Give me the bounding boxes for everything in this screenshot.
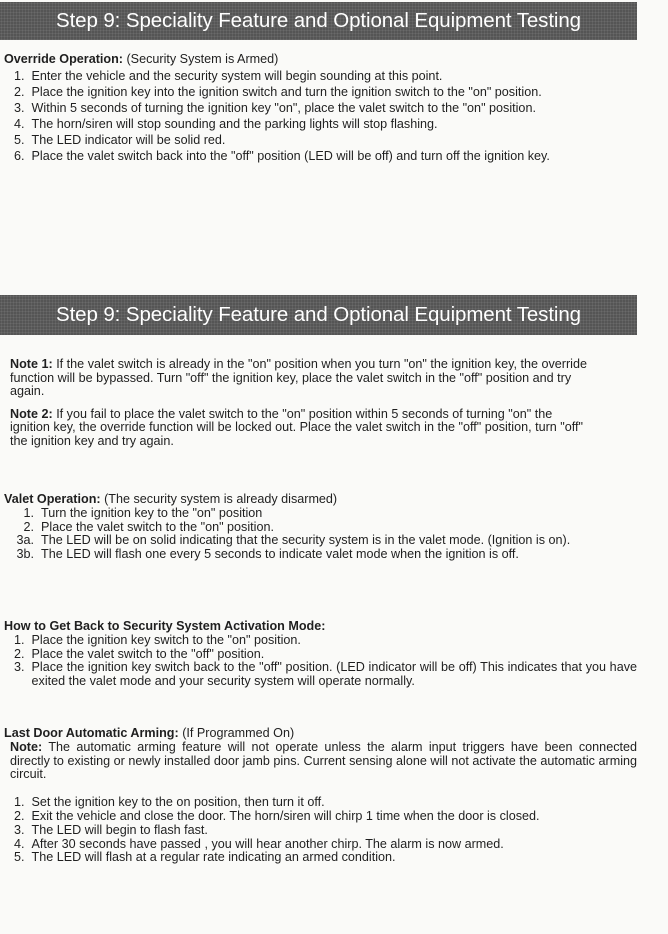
list-item: 6. Place the valet switch back into the "off" position (LED will be off) and turn off the ignition key. (14, 148, 550, 163)
last-door-subheading: (If Programmed On) (182, 726, 295, 740)
list-item: 3. Place the ignition key switch back to the "off" position. (LED indicator will be off) This indicates that you have exited the valet mode and your security system will operate normally. (14, 660, 637, 689)
override-subheading: (Security System is Armed) (126, 52, 279, 66)
valet-operation-section (4, 493, 637, 562)
activation-mode-section (4, 620, 637, 689)
list-item: 4. After 30 seconds have passed , you will hear another chirp. The alarm is now armed. (14, 836, 504, 851)
valet-subheading: (The security system is already disarmed) (104, 492, 338, 506)
list-item: 1. Place the ignition key switch to the "on" position. (14, 632, 301, 647)
last-door-heading (4, 727, 637, 741)
list-item: 5. The LED indicator will be solid red. (14, 132, 226, 147)
list-item: 1. Set the ignition key to the on position, then turn it off. (14, 795, 325, 810)
override-heading (4, 52, 637, 68)
list-item: 4. The horn/siren will stop sounding and the parking lights will stop flashing. (14, 116, 438, 131)
activation-steps (4, 634, 637, 689)
list-item: 3b. The LED will flash one every 5 seconds to indicate valet mode when the ignition is off. (16, 547, 519, 562)
activation-heading (4, 620, 637, 634)
last-door-heading-label: Last Door Automatic Arming: (4, 726, 179, 740)
last-door-arming-section (4, 727, 637, 865)
list-item: 1. Enter the vehicle and the security system will begin sounding at this point. (14, 68, 443, 83)
override-operation-section (4, 52, 637, 164)
last-door-steps (4, 796, 637, 865)
section-banner-bottom (0, 295, 637, 335)
list-item: 3. Within 5 seconds of turning the ignition key "on", place the valet switch to the "on" position. (14, 100, 536, 115)
list-item: 1. Turn the ignition key to the "on" position (23, 505, 263, 520)
override-heading-label: Override Operation: (4, 52, 123, 66)
activation-heading-label: How to Get Back to Security System Activation Mode: (4, 619, 326, 633)
notes-section (10, 358, 590, 449)
valet-heading-label: Valet Operation: (4, 492, 101, 506)
section-banner-top (0, 2, 637, 40)
last-door-note: Note: The automatic arming feature will not operate unless the alarm input triggers have been connected directly to existing or newly installed door jamb pins. Current sensing alone will not activate the automatic arming circuit. (10, 739, 637, 782)
valet-heading (4, 493, 637, 507)
note-1: Note 1: If the valet switch is already in the "on" position when you turn "on" the ignition key, the override function will be bypassed. Turn "off" the ignition key, place the valet switch in the "off" position and try again. (10, 357, 587, 399)
list-item: 3. The LED will begin to flash fast. (14, 822, 208, 837)
override-steps (4, 68, 637, 164)
list-item: 3a. The LED will be on solid indicating that the security system is in the valet mode. (Ignition is on). (16, 533, 571, 548)
banner-title: Step 9: Speciality Feature and Optional Equipment Testing (56, 303, 581, 326)
list-item: 2. Place the valet switch to the "off" position. (14, 646, 265, 661)
list-item: 2. Place the valet switch to the "on" position. (23, 519, 274, 534)
list-item: 2. Place the ignition key into the ignition switch and turn the ignition switch to the "on" position. (14, 84, 542, 99)
list-item: 5. The LED will flash at a regular rate indicating an armed condition. (14, 850, 396, 865)
banner-title: Step 9: Speciality Feature and Optional Equipment Testing (56, 9, 581, 32)
note-2: Note 2: If you fail to place the valet switch to the "on" position within 5 seconds of turning "on" the ignition key, the override function will be locked out. Place the valet switch in the "off" position, turn "off" the ignition key and try again. (10, 406, 584, 448)
valet-steps (4, 507, 637, 562)
list-item: 2. Exit the vehicle and close the door. The horn/siren will chirp 1 time when the door is closed. (14, 808, 540, 823)
